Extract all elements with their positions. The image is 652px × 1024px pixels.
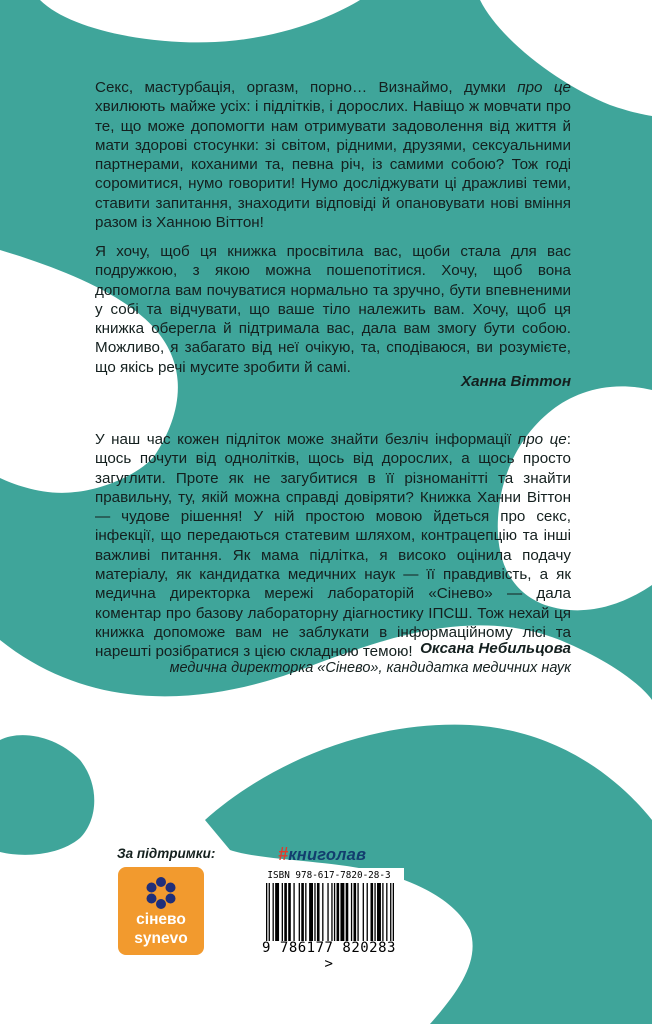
- barcode-bar: [301, 883, 304, 941]
- barcode-bar: [284, 883, 287, 941]
- author-signature: Ханна Віттон: [460, 373, 571, 390]
- barcode-bar: [382, 883, 383, 941]
- barcode-bar: [334, 883, 335, 941]
- barcode-bar: [327, 883, 328, 941]
- barcode-bar: [273, 883, 274, 941]
- reviewer-signature: Оксана Небильцова: [420, 640, 571, 657]
- barcode-bar: [305, 883, 306, 941]
- barcode-bar: [299, 883, 300, 941]
- barcode: [254, 868, 404, 972]
- barcode-bar: [337, 883, 340, 941]
- barcode-bar: [354, 883, 357, 941]
- barcode-bar: [393, 883, 394, 941]
- barcode-bar: [269, 883, 270, 941]
- review-paragraph: У наш час кожен підліток може знайти безліч інформації про це: щось почути від однолітків, щось від дорослих, а щось просто загуглити. Проте як не загубитися в її різноманітті та знайти правильну, ту, якій можна справді довіряти? Книжка Ханни Віттон — чудове рішення! У ній простою мовою йдеться про секс, інфекції, що передаються статевим шляхом, контрацепцію та інші важливі питання. Як мама підлітка, я високо оцінила подачу матеріалу, як кандидатка медичних наук — її правдивість, а як медична директорка мережі лабораторій «Сінево» — дала коментар про базову лабораторну діагностику ІПСШ. Тож нехай ця книжка допоможе вам не заблукати в інформаційному лісі та нарешті розібратися з цією складною темою!: [95, 431, 571, 661]
- barcode-bar: [374, 883, 375, 941]
- barcode-bar: [367, 883, 368, 941]
- barcode-bar: [351, 883, 352, 941]
- reviewer-title: медична директорка «Сінево», кандидатка медичних наук: [169, 660, 571, 676]
- barcode-bar: [317, 883, 320, 941]
- barcode-bar: [275, 883, 279, 941]
- barcode-bar: [390, 883, 391, 941]
- barcode-number: 9 786177 820283: [262, 940, 396, 956]
- barcode-bar: [282, 883, 283, 941]
- support-label: За підтримки:: [117, 846, 216, 861]
- publisher-logo: [278, 844, 366, 865]
- barcode-bar: [314, 883, 315, 941]
- barcode-digits: [256, 940, 402, 972]
- barcode-bar: [322, 883, 323, 941]
- sinevo-logo: [118, 867, 204, 955]
- publisher-hash: #: [278, 844, 289, 864]
- intro-paragraph: Секс, мастурбація, оргазм, порно… Визнаймо, думки про це хвилюють майже усіх: і підлітків, і дорослих. Навіщо ж мовчати про те, що може допомогти нам отримувати задоволення від життя й мати здорові стосунки: зі світом, рідними, друзями, сексуальними партнерами, коханими та, певна річ, із самими собою? Тож годі соромитися, нумо говорити! Нумо досліджувати ці дражливі теми, ставити запитання, знаходити відповіді й опановувати нові вміння разом із Ханною Віттон!: [95, 79, 571, 232]
- barcode-bar: [331, 883, 332, 941]
- author-quote: Я хочу, щоб ця книжка просвітила вас, щоби стала для вас подружкою, з якою можна пошепотітися. Хочу, щоб вона допомогла вам почуватися нормально та зручно, бути впевненими у собі та відчувати, що ваше тіло належить вам. Хочу, щоб ця книжка оберегла й підтримала вас, дала вам змогу бути собою. Можливо, я забагато від неї очікую, та, сподіваюся, ви розумієте, що якісь речі мусите зробити й самі.: [95, 243, 571, 376]
- emphasis-text: про це: [517, 79, 571, 96]
- barcode-bar: [340, 883, 344, 941]
- barcode-bar: [293, 883, 294, 941]
- barcode-bar: [346, 883, 349, 941]
- barcode-bars: [266, 883, 394, 941]
- barcode-bar: [386, 883, 387, 941]
- barcode-bar: [363, 883, 364, 941]
- isbn-text: ISBN 978-617-7820-28-3: [267, 870, 391, 881]
- barcode-bar: [288, 883, 291, 941]
- barcode-bar: [370, 883, 373, 941]
- publisher-name: книголав: [288, 846, 367, 864]
- barcode-bar: [357, 883, 358, 941]
- barcode-quiet-mark: >: [324, 956, 334, 972]
- flower-icon: [143, 875, 179, 911]
- barcode-bar: [377, 883, 381, 941]
- sinevo-logo-ukrainian: сінево: [136, 911, 186, 928]
- barcode-bar: [309, 883, 313, 941]
- sinevo-logo-latin: synevo: [134, 930, 188, 947]
- emphasis-text: про це: [517, 431, 567, 448]
- barcode-bar: [266, 883, 267, 941]
